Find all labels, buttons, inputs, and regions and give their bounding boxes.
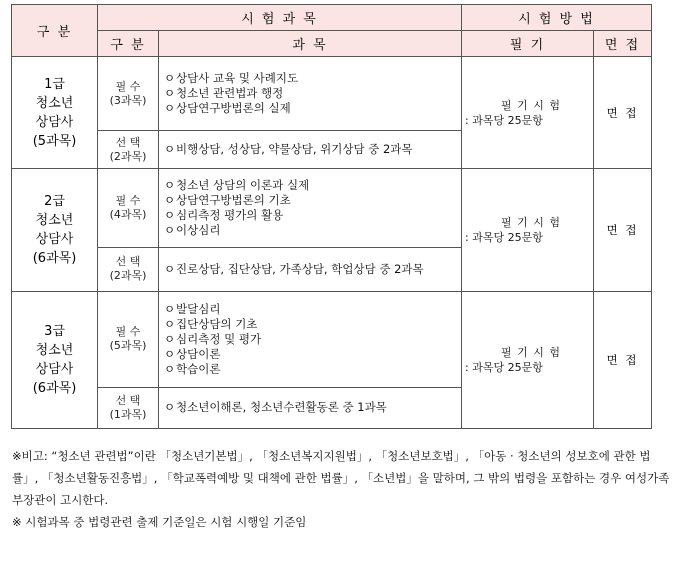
header-interview: 면 접 [594,31,652,57]
grade-2-required-kind [98,169,159,247]
written-exam-label: 필 기 시 험 [501,98,562,112]
written-exam-count: : 과목당 25문항 [465,360,543,374]
header-subject: 과 목 [159,31,462,57]
required-label: 필 수 [115,79,141,93]
subject-item: ㅇ진로상담, 집단상담, 가족상담, 학업상담 중 2과목 [164,261,424,276]
notes-section [12,445,676,533]
written-exam-count: : 과목당 25문항 [465,230,543,244]
header-written: 필 기 [462,31,594,57]
required-count: (5과목) [109,339,147,353]
required-count: (3과목) [109,93,147,107]
grade-1-line3: 상담사 [35,114,74,130]
grade-2-elective-kind [98,247,159,291]
elective-label: 선 택 [115,255,141,269]
required-label: 필 수 [115,193,141,207]
grade-2-cell [12,169,98,291]
grade-2-written [462,169,594,291]
header-gubun: 구 분 [12,5,98,57]
written-exam-label: 필 기 시 험 [501,215,562,229]
subject-item: ㅇ집단상담의 기초 [164,316,258,331]
subject-item: ㅇ심리측정 및 평가 [164,331,262,346]
subject-item: ㅇ상담사 교육 및 사례지도 [164,71,299,86]
grade-1-required-subjects [159,57,462,131]
header-sub-gubun: 구 분 [98,31,159,57]
grade-3-level: 3급 [44,323,65,339]
subject-item: ㅇ비행상담, 성상담, 약물상담, 위기상담 중 2과목 [164,142,413,157]
subject-item: ㅇ학습이론 [164,361,221,376]
written-exam-label: 필 기 시 험 [501,345,562,359]
subject-item: ㅇ상담연구방법론의 기초 [164,192,291,207]
elective-count: (1과목) [109,407,147,421]
grade-1-written [462,57,594,169]
grade-2-count: (6과목) [32,250,77,266]
subject-item: ㅇ심리측정 평가의 활용 [164,207,284,222]
grade-3-elective-kind [98,387,159,428]
required-count: (4과목) [109,207,147,221]
subject-item: ㅇ청소년 관련법과 행정 [164,86,284,101]
elective-label: 선 택 [115,393,141,407]
grade-2-level: 2급 [44,193,65,209]
grade-2-required-subjects [159,169,462,247]
elective-label: 선 택 [115,135,141,149]
grade-2-line3: 상담사 [35,231,74,247]
grade-3-required-subjects [159,291,462,387]
elective-count: (2과목) [109,149,147,163]
grade-1-elective-subjects [159,131,462,169]
written-exam-count: : 과목당 25문항 [465,113,543,127]
note-law-reference-date: ※ 시험과목 중 법령관련 출제 기준일은 시험 시행일 기준임 [12,515,307,529]
grade-3-interview: 면 접 [594,291,652,428]
header-exam-method: 시 험 방 법 [462,5,652,31]
grade-3-line2: 청소년 [35,342,74,358]
grade-1-count: (5과목) [32,133,77,149]
grade-2-interview: 면 접 [594,169,652,291]
grade-1-level: 1급 [44,76,65,92]
grade-2-elective-subjects [159,247,462,291]
elective-count: (2과목) [109,269,147,283]
subject-item: ㅇ상담연구방법론의 실제 [164,101,291,116]
grade-2-line2: 청소년 [35,212,74,228]
exam-subjects-table [11,4,652,429]
grade-3-cell [12,291,98,428]
subject-item: ㅇ상담이론 [164,346,221,361]
grade-1-cell [12,57,98,169]
subject-item: ㅇ이상심리 [164,222,221,237]
header-exam-subjects: 시 험 과 목 [98,5,462,31]
grade-3-written [462,291,594,428]
subject-item: ㅇ청소년 상담의 이론과 실제 [164,177,310,192]
grade-1-required-kind [98,57,159,131]
grade-3-elective-subjects [159,387,462,428]
grade-1-interview: 면 접 [594,57,652,169]
grade-1-elective-kind [98,131,159,169]
grade-1-line2: 청소년 [35,95,74,111]
note-related-laws: ※비고: “청소년 관련법”이란 「청소년기본법」, 「청소년복지지원법」, 「청소년보호법」, 「아동 · 청소년의 성보호에 관한 법률」, 「청소년활동진흥법」, 「학교폭력예방 및 대책에 관한 법률」, 「소년법」을 말하며, 그 밖의 법령을 포함하는 경우 여성가족부장관이 고시한다. [12,449,670,507]
grade-3-count: (6과목) [32,380,77,396]
grade-3-required-kind [98,291,159,387]
grade-3-line3: 상담사 [35,361,74,377]
subject-item: ㅇ청소년이해론, 청소년수련활동론 중 1과목 [164,400,387,415]
subject-item: ㅇ발달심리 [164,301,221,316]
required-label: 필 수 [115,325,141,339]
